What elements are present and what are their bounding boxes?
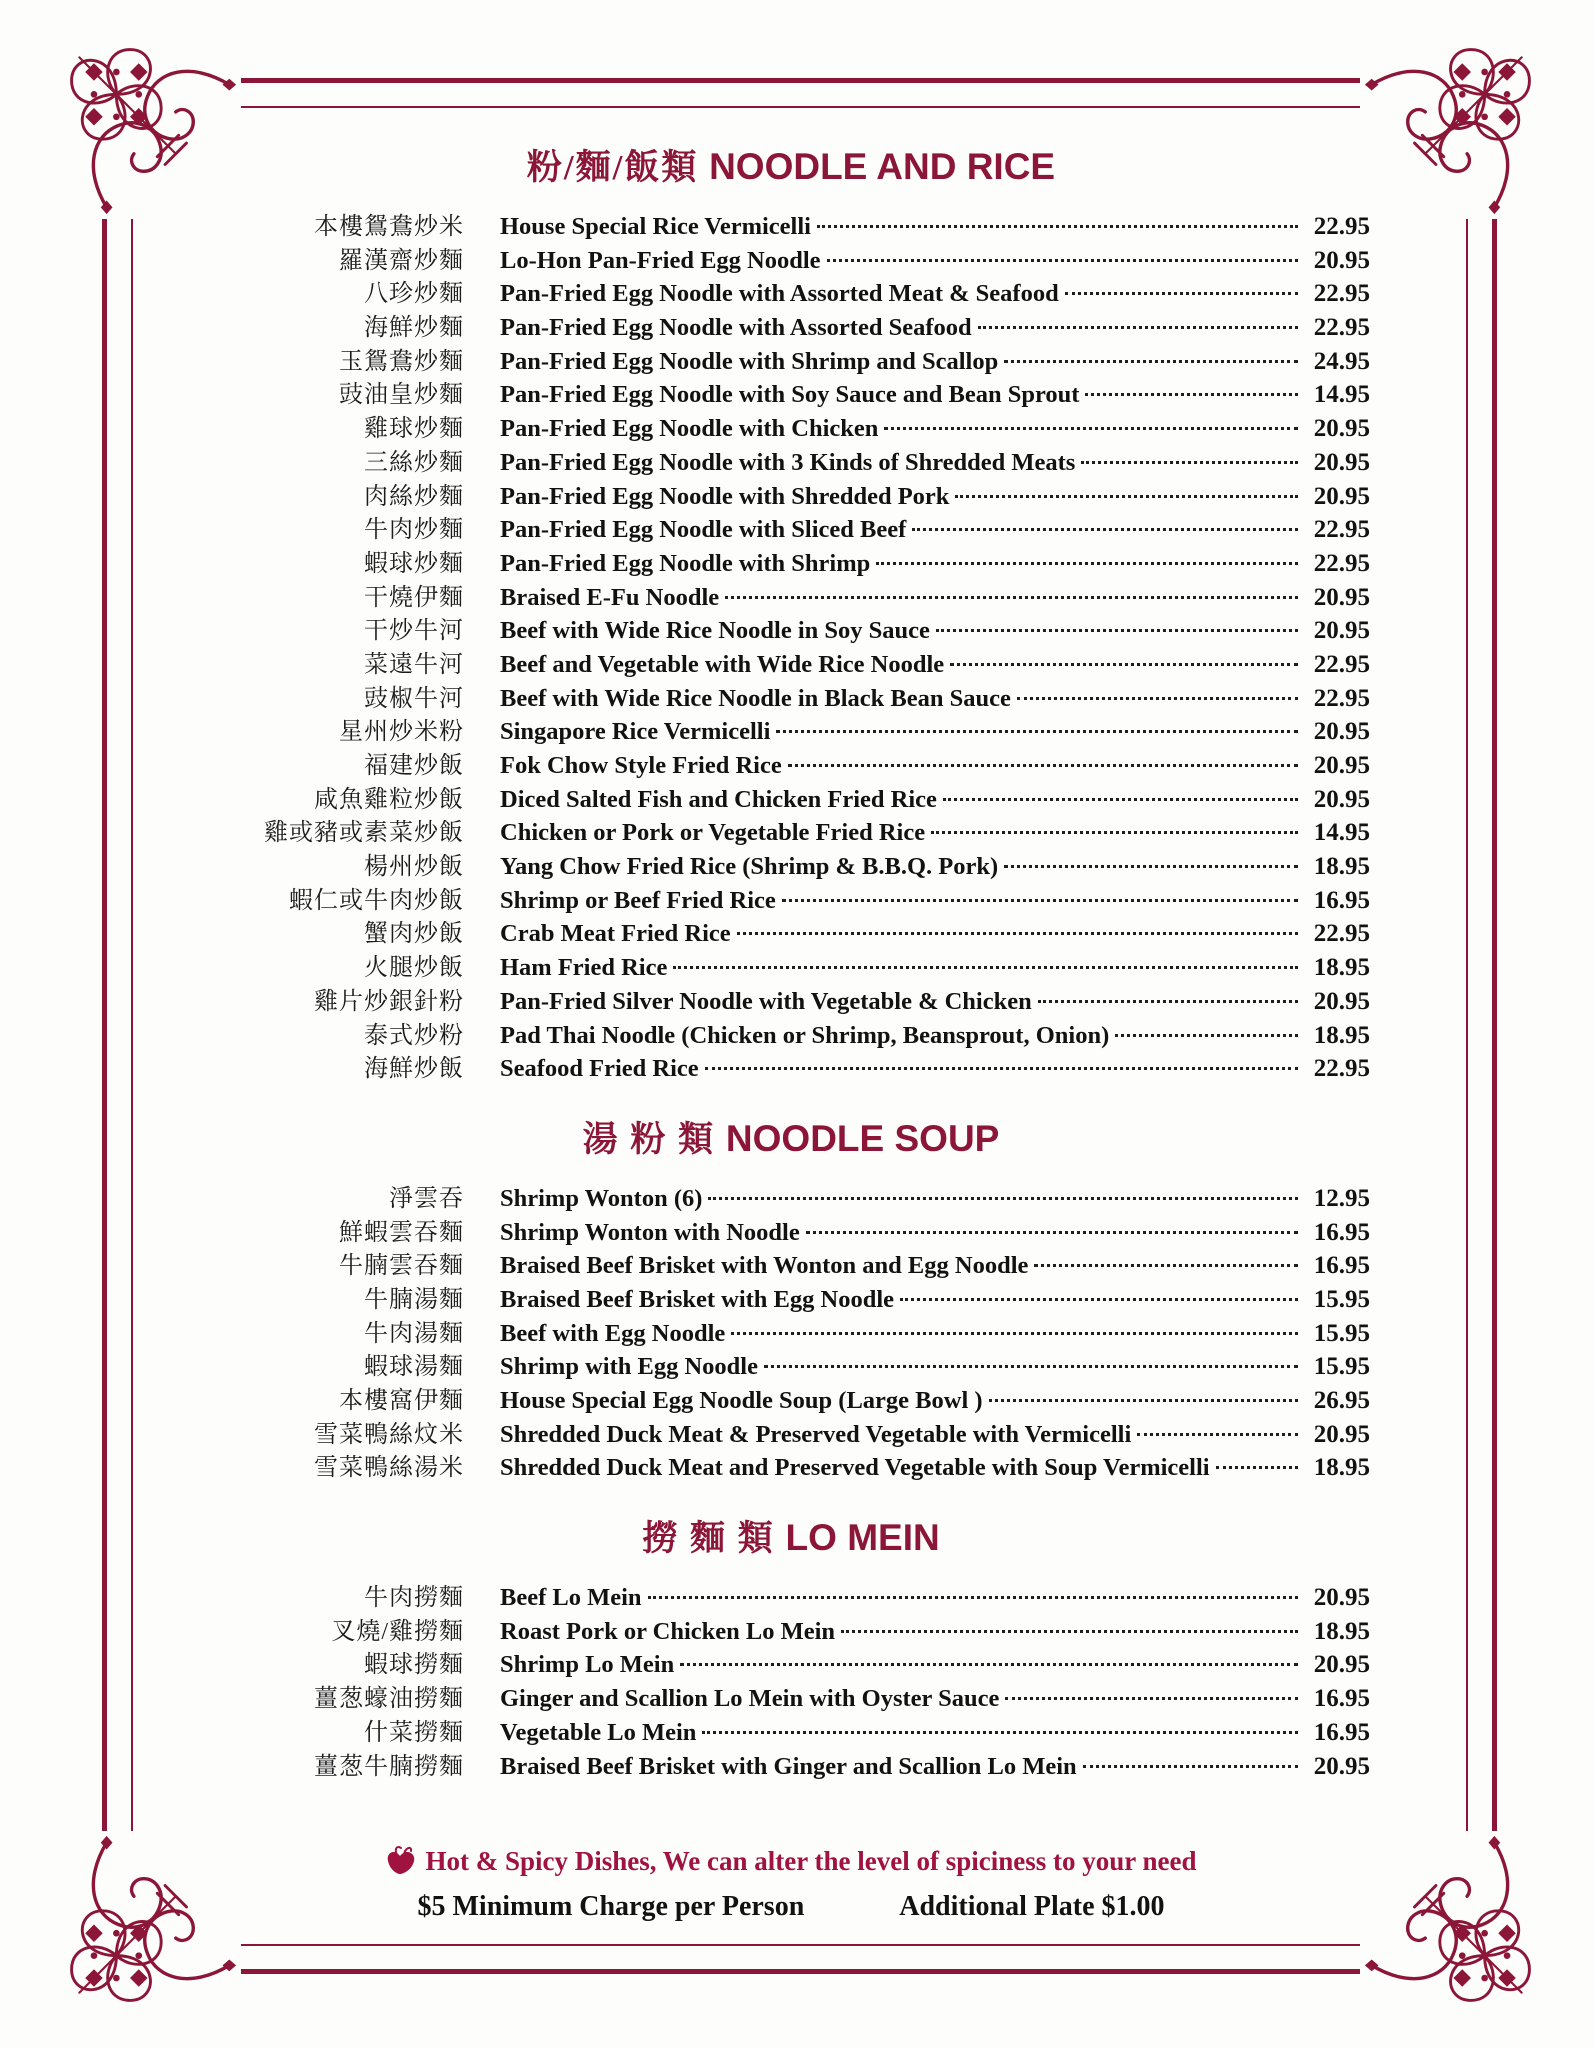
dot-leader xyxy=(1038,1000,1298,1003)
menu-item-english-name: Shredded Duck Meat & Preserved Vegetable with Vermicelli xyxy=(500,1420,1132,1448)
section-title-chinese: 粉/麵/飯類 xyxy=(526,148,710,187)
menu-item-price: 22.95 xyxy=(1313,1055,1370,1083)
menu-item-english-name: Seafood Fried Rice xyxy=(500,1055,699,1083)
menu-item-row xyxy=(212,547,1370,581)
menu-item-chinese-name: 本樓窩伊麵 xyxy=(339,1388,464,1414)
menu-item-price: 16.95 xyxy=(1313,1718,1370,1746)
dot-leader xyxy=(788,764,1298,767)
dot-leader xyxy=(806,1231,1298,1234)
menu-item-row xyxy=(212,951,1370,985)
menu-item-chinese-name: 星州炒米粉 xyxy=(339,719,464,746)
menu-item-row xyxy=(212,1052,1370,1086)
section-items xyxy=(212,210,1370,1086)
menu-item-price: 15.95 xyxy=(1313,1285,1370,1313)
menu-item-row xyxy=(212,412,1370,446)
menu-item-chinese-name: 蟹肉炒飯 xyxy=(364,921,464,948)
menu-item-row xyxy=(212,985,1370,1019)
menu-item-price: 16.95 xyxy=(1313,1685,1370,1713)
corner-ornament-icon xyxy=(1360,34,1545,219)
menu-item-price: 22.95 xyxy=(1313,314,1370,342)
menu-item-price: 16.95 xyxy=(1313,886,1370,914)
menu-item-row xyxy=(212,917,1370,951)
dot-leader xyxy=(955,495,1298,498)
menu-item-chinese-name: 三絲炒麵 xyxy=(364,449,464,476)
spicy-note-line xyxy=(212,1845,1370,1877)
dot-leader xyxy=(950,663,1298,666)
menu-item-chinese-name: 雪菜鴨絲炆米 xyxy=(314,1421,464,1448)
menu-item-price: 20.95 xyxy=(1313,583,1370,611)
menu-item-chinese-name: 豉油皇炒麵 xyxy=(339,382,464,409)
dot-leader xyxy=(876,562,1298,565)
section-title xyxy=(212,140,1370,190)
dot-leader xyxy=(702,1731,1298,1734)
menu-item-chinese-name: 什菜撈麵 xyxy=(364,1719,464,1746)
menu-item-price: 18.95 xyxy=(1313,853,1370,881)
corner-ornament-bottom-right xyxy=(1360,1831,1545,2016)
section-title-chinese: 湯 粉 類 xyxy=(582,1119,726,1159)
menu-item-english-name: Pan-Fried Egg Noodle with Soy Sauce and Bean Sprout xyxy=(500,381,1080,409)
menu-item-row xyxy=(212,446,1370,480)
menu-section xyxy=(212,140,1370,1086)
dot-leader xyxy=(931,831,1298,834)
dot-leader xyxy=(1137,1433,1298,1436)
menu-item-english-name: House Special Rice Vermicelli xyxy=(500,213,811,240)
menu-item-chinese-name: 牛肉炒麵 xyxy=(364,517,464,544)
menu-item-chinese-name: 火腿炒飯 xyxy=(364,955,464,982)
menu-item-english-name: Ham Fried Rice xyxy=(500,954,668,982)
dot-leader xyxy=(1034,1264,1298,1267)
menu-item-row xyxy=(212,816,1370,850)
dot-leader xyxy=(936,629,1298,632)
menu-item-chinese-name: 蝦球撈麵 xyxy=(364,1652,464,1679)
menu-item-row xyxy=(212,277,1370,311)
menu-item-row xyxy=(212,581,1370,615)
menu-item-price: 20.95 xyxy=(1313,415,1370,443)
section-title-chinese: 撈 麵 類 xyxy=(642,1519,786,1559)
section-title xyxy=(212,1112,1370,1162)
menu-item-row xyxy=(212,715,1370,749)
menu-item-english-name: Pan-Fried Egg Noodle with Assorted Meat & Seafood xyxy=(500,280,1059,308)
dot-leader xyxy=(1065,292,1298,295)
menu-item-chinese-name: 八珍炒麵 xyxy=(364,281,464,308)
dot-leader xyxy=(708,1197,1298,1200)
menu-item-chinese-name: 雞片炒銀針粉 xyxy=(314,988,464,1015)
menu-item-chinese-name: 羅漢齋炒麵 xyxy=(339,247,464,274)
menu-item-english-name: Shredded Duck Meat and Preserved Vegetable with Soup Vermicelli xyxy=(500,1454,1210,1482)
menu-item-price: 20.95 xyxy=(1313,1420,1370,1448)
dot-leader xyxy=(648,1596,1298,1599)
menu-item-chinese-name: 海鮮炒飯 xyxy=(364,1056,464,1083)
dot-leader xyxy=(1081,461,1298,464)
menu-item-price: 18.95 xyxy=(1313,1021,1370,1049)
menu-item-price: 20.95 xyxy=(1313,1651,1370,1679)
menu-item-chinese-name: 雞球炒麵 xyxy=(364,416,464,443)
menu-item-price: 18.95 xyxy=(1313,1454,1370,1482)
section-title-english: LO MEIN xyxy=(785,1517,940,1559)
menu-item-row xyxy=(212,311,1370,345)
menu-item-price: 22.95 xyxy=(1313,549,1370,577)
charge-line xyxy=(212,1891,1370,1923)
menu-item-english-name: Yang Chow Fried Rice (Shrimp & B.B.Q. Pork) xyxy=(500,853,999,881)
menu-item-row xyxy=(212,1019,1370,1053)
menu-item-english-name: Pan-Fried Egg Noodle with Shredded Pork xyxy=(500,482,950,510)
menu-item-chinese-name: 泰式炒粉 xyxy=(364,1022,464,1049)
dot-leader xyxy=(1017,697,1298,700)
menu-item-price: 24.95 xyxy=(1313,347,1370,375)
dot-leader xyxy=(900,1298,1298,1301)
section-items xyxy=(212,1182,1370,1485)
menu-item-english-name: Braised Beef Brisket with Ginger and Scallion Lo Mein xyxy=(500,1752,1077,1780)
menu-item-row xyxy=(212,513,1370,547)
menu-item-price: 22.95 xyxy=(1313,280,1370,308)
dot-leader xyxy=(731,1332,1298,1335)
menu-item-english-name: Vegetable Lo Mein xyxy=(500,1718,697,1746)
menu-item-english-name: Beef Lo Mein xyxy=(500,1584,642,1612)
dot-leader xyxy=(1005,1697,1298,1700)
menu-item-price: 20.95 xyxy=(1313,1752,1370,1780)
menu-item-english-name: Braised Beef Brisket with Egg Noodle xyxy=(500,1285,895,1313)
dot-leader xyxy=(841,1630,1298,1633)
menu-item-row xyxy=(212,1615,1370,1649)
menu-item-chinese-name: 薑葱蠔油撈麵 xyxy=(314,1686,464,1713)
menu-item-price: 20.95 xyxy=(1313,1584,1370,1612)
menu-item-chinese-name: 干燒伊麵 xyxy=(364,584,464,611)
menu-item-price: 15.95 xyxy=(1313,1319,1370,1347)
menu-item-english-name: Pan-Fried Egg Noodle with Chicken xyxy=(500,415,879,443)
dot-leader xyxy=(1004,360,1298,363)
menu-item-price: 22.95 xyxy=(1313,213,1370,240)
dot-leader xyxy=(737,932,1298,935)
menu-item-row xyxy=(212,378,1370,412)
menu-item-english-name: Beef with Wide Rice Noodle in Soy Sauce xyxy=(500,617,930,645)
menu-item-chinese-name: 菜遠牛河 xyxy=(364,651,464,678)
menu-item-english-name: Roast Pork or Chicken Lo Mein xyxy=(500,1617,836,1645)
menu-item-row xyxy=(212,480,1370,514)
menu-item-english-name: Pan-Fried Egg Noodle with Shrimp and Scallop xyxy=(500,347,999,375)
menu-item-chinese-name: 豉椒牛河 xyxy=(364,685,464,712)
menu-item-row xyxy=(212,1451,1370,1485)
menu-item-price: 26.95 xyxy=(1313,1387,1370,1414)
dot-leader xyxy=(764,1365,1298,1368)
menu-item-chinese-name: 海鮮炒麵 xyxy=(364,315,464,342)
menu-item-chinese-name: 雪菜鴨絲湯米 xyxy=(314,1455,464,1482)
menu-item-price: 20.95 xyxy=(1313,482,1370,510)
dot-leader xyxy=(673,966,1298,969)
menu-item-price: 20.95 xyxy=(1313,718,1370,746)
section-title-english: NOODLE SOUP xyxy=(725,1117,1000,1159)
menu-item-row xyxy=(212,850,1370,884)
menu-item-price: 20.95 xyxy=(1313,246,1370,274)
menu-sections xyxy=(212,140,1370,1783)
menu-item-english-name: Lo-Hon Pan-Fried Egg Noodle xyxy=(500,246,821,274)
menu-item-english-name: Singapore Rice Vermicelli xyxy=(500,718,771,746)
menu-item-chinese-name: 薑葱牛腩撈麵 xyxy=(314,1753,464,1780)
menu-item-price: 22.95 xyxy=(1313,516,1370,544)
menu-item-price: 20.95 xyxy=(1313,785,1370,813)
menu-item-price: 12.95 xyxy=(1313,1184,1370,1212)
menu-item-row xyxy=(212,614,1370,648)
menu-item-row xyxy=(212,648,1370,682)
menu-item-row xyxy=(212,783,1370,817)
dot-leader xyxy=(1083,1765,1298,1768)
menu-item-english-name: Braised E-Fu Noodle xyxy=(500,583,720,611)
menu-item-row xyxy=(212,1418,1370,1452)
menu-item-price: 18.95 xyxy=(1313,1617,1370,1645)
dot-leader xyxy=(782,899,1298,902)
section-title xyxy=(212,1511,1370,1561)
dot-leader xyxy=(705,1067,1298,1070)
menu-item-chinese-name: 咸魚雞粒炒飯 xyxy=(314,786,464,813)
menu-item-english-name: House Special Egg Noodle Soup (Large Bowl ) xyxy=(500,1387,983,1414)
menu-item-chinese-name: 本樓鴛鴦炒米 xyxy=(314,214,464,240)
menu-item-row xyxy=(212,1283,1370,1317)
section-title-english: NOODLE AND RICE xyxy=(709,146,1056,187)
menu-item-english-name: Shrimp Wonton with Noodle xyxy=(500,1218,800,1246)
menu-item-english-name: Pan-Fried Silver Noodle with Vegetable & Chicken xyxy=(500,987,1032,1015)
menu-item-english-name: Ginger and Scallion Lo Mein with Oyster Sauce xyxy=(500,1685,1000,1713)
dot-leader xyxy=(1216,1466,1298,1469)
menu-item-english-name: Beef and Vegetable with Wide Rice Noodle xyxy=(500,650,945,678)
menu-item-chinese-name: 牛腩湯麵 xyxy=(364,1286,464,1313)
dot-leader xyxy=(827,259,1298,262)
menu-item-row xyxy=(212,1682,1370,1716)
menu-item-chinese-name: 肉絲炒麵 xyxy=(364,483,464,510)
menu-item-chinese-name: 蝦球炒麵 xyxy=(364,550,464,577)
menu-item-row xyxy=(212,1648,1370,1682)
menu-item-english-name: Fok Chow Style Fried Rice xyxy=(500,752,782,779)
menu-item-price: 20.95 xyxy=(1313,987,1370,1015)
menu-item-english-name: Diced Salted Fish and Chicken Fried Rice xyxy=(500,785,937,813)
menu-item-price: 15.95 xyxy=(1313,1353,1370,1381)
dot-leader xyxy=(680,1663,1298,1666)
menu-item-english-name: Pan-Fried Egg Noodle with Shrimp xyxy=(500,549,871,577)
menu-item-chinese-name: 干炒牛河 xyxy=(364,618,464,645)
menu-item-row xyxy=(212,1350,1370,1384)
menu-item-price: 18.95 xyxy=(1313,954,1370,982)
menu-item-english-name: Crab Meat Fried Rice xyxy=(500,920,731,948)
menu-item-row xyxy=(212,749,1370,783)
menu-item-chinese-name: 玉鴛鴦炒麵 xyxy=(339,348,464,375)
dot-leader xyxy=(989,1399,1298,1402)
dot-leader xyxy=(776,730,1298,733)
menu-item-chinese-name: 鮮蝦雲吞麵 xyxy=(339,1219,464,1246)
menu-item-english-name: Shrimp or Beef Fried Rice xyxy=(500,886,776,914)
menu-item-price: 14.95 xyxy=(1313,819,1370,847)
menu-item-chinese-name: 淨雲吞 xyxy=(389,1185,464,1212)
dot-leader xyxy=(1115,1034,1298,1037)
menu-item-row xyxy=(212,210,1370,244)
menu-item-row xyxy=(212,1249,1370,1283)
menu-content xyxy=(212,140,1370,1923)
menu-item-price: 22.95 xyxy=(1313,650,1370,678)
menu-item-chinese-name: 雞或豬或素菜炒飯 xyxy=(264,820,464,847)
corner-ornament-icon xyxy=(1360,1831,1545,2016)
menu-item-chinese-name: 楊州炒飯 xyxy=(364,854,464,881)
menu-item-price: 22.95 xyxy=(1313,684,1370,712)
menu-item-english-name: Shrimp Lo Mein xyxy=(500,1651,675,1679)
menu-item-price: 16.95 xyxy=(1313,1252,1370,1280)
footer xyxy=(212,1845,1370,1923)
menu-item-english-name: Shrimp Wonton (6) xyxy=(500,1184,703,1212)
menu-item-chinese-name: 蝦球湯麵 xyxy=(364,1354,464,1381)
hot-pepper-icon xyxy=(386,1845,416,1877)
menu-item-chinese-name: 蝦仁或牛肉炒飯 xyxy=(289,887,464,914)
dot-leader xyxy=(1085,393,1298,396)
menu-item-english-name: Pad Thai Noodle (Chicken or Shrimp, Beansprout, Onion) xyxy=(500,1021,1110,1049)
menu-item-row xyxy=(212,1581,1370,1615)
menu-section xyxy=(212,1112,1370,1485)
menu-item-price: 14.95 xyxy=(1313,381,1370,409)
dot-leader xyxy=(884,427,1298,430)
menu-item-row xyxy=(212,345,1370,379)
additional-plate-text: Additional Plate $1.00 xyxy=(899,1891,1165,1923)
menu-item-english-name: Chicken or Pork or Vegetable Fried Rice xyxy=(500,819,926,847)
menu-item-row xyxy=(212,1182,1370,1216)
menu-item-price: 16.95 xyxy=(1313,1218,1370,1246)
menu-item-english-name: Braised Beef Brisket with Wonton and Egg Noodle xyxy=(500,1252,1029,1280)
menu-section xyxy=(212,1511,1370,1783)
menu-item-english-name: Shrimp with Egg Noodle xyxy=(500,1353,758,1381)
menu-item-row xyxy=(212,1384,1370,1418)
dot-leader xyxy=(1004,865,1298,868)
dot-leader xyxy=(943,798,1298,801)
menu-item-price: 20.95 xyxy=(1313,752,1370,779)
menu-item-row xyxy=(212,244,1370,278)
menu-item-chinese-name: 牛肉撈麵 xyxy=(364,1585,464,1612)
menu-item-chinese-name: 叉燒/雞撈麵 xyxy=(331,1618,464,1645)
menu-item-price: 22.95 xyxy=(1313,920,1370,948)
menu-item-row xyxy=(212,1716,1370,1750)
dot-leader xyxy=(912,528,1298,531)
menu-item-row xyxy=(212,884,1370,918)
section-items xyxy=(212,1581,1370,1783)
menu-item-english-name: Beef with Wide Rice Noodle in Black Bean Sauce xyxy=(500,684,1011,712)
dot-leader xyxy=(725,596,1298,599)
menu-item-row xyxy=(212,1317,1370,1351)
spicy-note-text: Hot & Spicy Dishes, We can alter the level of spiciness to your need xyxy=(425,1845,1197,1876)
menu-item-english-name: Beef with Egg Noodle xyxy=(500,1319,726,1347)
dot-leader xyxy=(978,326,1298,329)
menu-item-price: 20.95 xyxy=(1313,617,1370,645)
corner-ornament-top-right xyxy=(1360,34,1545,219)
minimum-charge-text: $5 Minimum Charge per Person xyxy=(417,1891,805,1923)
menu-item-price: 20.95 xyxy=(1313,448,1370,476)
dot-leader xyxy=(817,225,1298,228)
menu-item-row xyxy=(212,682,1370,716)
menu-item-english-name: Pan-Fried Egg Noodle with Sliced Beef xyxy=(500,516,907,544)
menu-item-english-name: Pan-Fried Egg Noodle with 3 Kinds of Shredded Meats xyxy=(500,448,1076,476)
menu-item-chinese-name: 牛肉湯麵 xyxy=(364,1320,464,1347)
menu-item-row xyxy=(212,1750,1370,1784)
menu-item-row xyxy=(212,1216,1370,1250)
menu-item-chinese-name: 福建炒飯 xyxy=(364,753,464,779)
menu-item-english-name: Pan-Fried Egg Noodle with Assorted Seafood xyxy=(500,314,972,342)
menu-item-chinese-name: 牛腩雲吞麵 xyxy=(339,1253,464,1280)
